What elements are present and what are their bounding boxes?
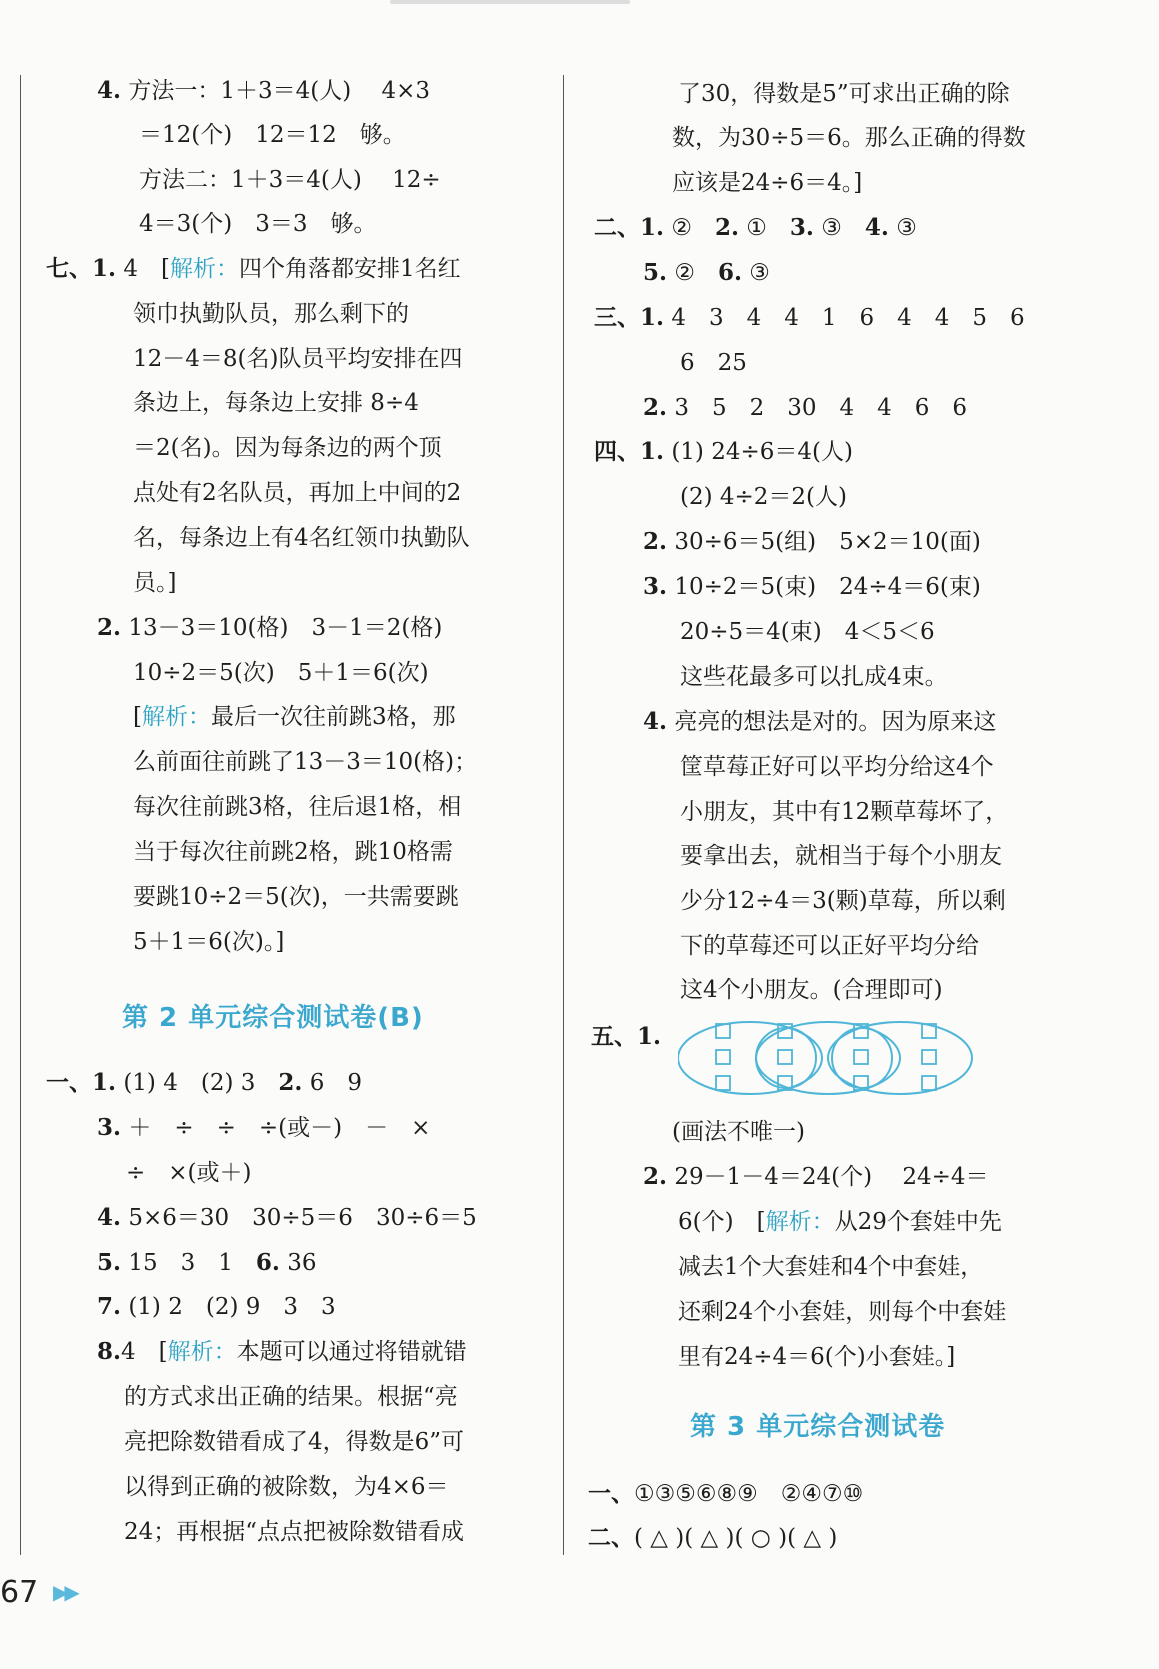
sec2-answers-line1: 二、1. ② 2. ① 3. ③ 4. ③ (594, 214, 917, 241)
sec7-q2-line1: 2. 13－3＝10(格) 3－1＝2(格) (97, 614, 443, 641)
sec7-q2-line4: 么前面往前跳了13－3＝10(格)； (133, 749, 478, 775)
q4-line1: 4. 方法一：1＋3＝4(人) 4×3 (97, 77, 431, 104)
group-oval-inner-1 (756, 1028, 816, 1088)
sec5-q2-line5: 里有24÷4＝6(个)小套娃。] (678, 1344, 956, 1370)
sec4-q4-line4: 要拿出去，就相当于每个小朋友 (680, 843, 1002, 869)
sec5-q2-line4: 还剩24个小套娃，则每个中套娃 (678, 1299, 1007, 1325)
sec4-q4-line7: 这4个小朋友。(合理即可) (680, 977, 943, 1003)
sec4-q1-line2: (2) 4÷2＝2(人) (680, 484, 848, 510)
sec7-q2-line6: 当于每次往前跳2格，跳10格需 (133, 839, 453, 865)
unit2b-q3-line2: ÷ ×(或＋) (126, 1160, 252, 1186)
page-arrow-icon: ▶▶ (53, 1580, 76, 1604)
sec4-q4-line5: 少分12÷4＝3(颗)草莓，所以剩 (680, 888, 1006, 914)
sec7-q2-line3: [解析：最后一次往前跳3格，那 (133, 704, 456, 730)
sec3-q1-line1: 三、1. 4 3 4 4 1 6 4 4 5 6 (594, 304, 1025, 331)
unit2b-q8-line4: 以得到正确的被除数，为4×6＝ (124, 1474, 449, 1500)
sec5-q2-line1: 2. 29－1－4＝24(个) 24÷4＝ (643, 1163, 989, 1190)
sec4-q2: 2. 30÷6＝5(组) 5×2＝10(面) (643, 528, 981, 555)
unit2b-q8-line1: 8.4 [解析：本题可以通过将错就错 (97, 1338, 467, 1365)
sec4-q4-line1: 4. 亮亮的想法是对的。因为原来这 (643, 708, 997, 735)
analysis-label: 解析： (169, 256, 239, 282)
column-rule-center (563, 75, 564, 1555)
sec4-q3-line3: 这些花最多可以扎成4束。 (680, 664, 948, 690)
analysis-label: 解析： (765, 1209, 835, 1235)
unit2b-q1: 一、1. (1) 4 (2) 3 2. 6 9 (46, 1069, 362, 1096)
section-heading-unit2b: 第 2 单元综合测试卷(B) (122, 1003, 424, 1033)
sec7-q2-line5: 每次往前跳3格，往后退1格，相 (133, 794, 462, 820)
sec7-q1-line4: 条边上，每条边上安排 8÷4 (133, 390, 419, 416)
sec7-q1-line3: 12－4＝8(名)队员平均安排在四 (133, 346, 463, 372)
unit2b-q8-line5: 24；再根据“点点把被除数错看成 (124, 1519, 465, 1545)
sec3-q2: 2. 3 5 2 30 4 4 6 6 (643, 394, 968, 421)
section-heading-unit3: 第 3 单元综合测试卷 (690, 1412, 946, 1442)
sec5-q1-note: (画法不唯一) (672, 1119, 805, 1145)
sec2-answers-line2: 5. ② 6. ③ (643, 259, 770, 286)
sec7-q1-line7: 名，每条边上有4名红领巾执勤队 (133, 525, 470, 551)
sec7-q1-line1: 七、1. 4 [解析：四个角落都安排1名红 (46, 255, 461, 282)
right-line01: 了30，得数是5”可求出正确的除 (678, 81, 1010, 107)
unit2b-q5: 5. 15 3 1 6. 36 (97, 1249, 317, 1276)
sec7-q2-line8: 5＋1＝6(次)。] (133, 929, 285, 955)
grouping-diagram (678, 1018, 973, 1098)
unit2b-q3-line1: 3. ＋ ÷ ÷ ÷(或－) － × (97, 1114, 431, 1141)
scan-edge (390, 0, 630, 4)
unit2b-q4: 4. 5×6＝30 30÷5＝6 30÷6＝5 (97, 1204, 477, 1231)
sec4-q4-line2: 筐草莓正好可以平均分给这4个 (680, 754, 994, 780)
sec4-q3-line1: 3. 10÷2＝5(束) 24÷4＝6(束) (643, 573, 981, 600)
sec5-q2-line3: 减去1个大套娃和4个中套娃， (678, 1254, 984, 1280)
sec7-q2-line2: 10÷2＝5(次) 5＋1＝6(次) (133, 660, 429, 686)
page-number: 67 (0, 1575, 39, 1610)
sec4-q1-line1: 四、1. (1) 24÷6＝4(人) (594, 438, 853, 465)
analysis-label: 解析： (167, 1339, 237, 1365)
sec5-q2-line2: 6(个) [解析：从29个套娃中先 (678, 1209, 1002, 1235)
group-oval-inner-2 (832, 1028, 892, 1088)
sec7-q2-line7: 要跳10÷2＝5(次)，一共需要跳 (133, 884, 459, 910)
sec4-q4-line3: 小朋友，其中有12颗草莓坏了， (680, 799, 1009, 825)
sec7-q1-line8: 员。] (133, 570, 177, 596)
sec7-q1-line5: ＝2(名)。因为每条边的两个顶 (133, 435, 442, 461)
unit2b-q7: 7. (1) 2 (2) 9 3 3 (97, 1293, 336, 1320)
analysis-label: 解析： (141, 704, 211, 730)
q4-line4: 4＝3(个) 3＝3 够。 (139, 211, 377, 237)
sec7-q1-line2: 领巾执勤队员，那么剩下的 (133, 301, 409, 327)
q4-line2: ＝12(个) 12＝12 够。 (139, 122, 406, 148)
unit3-sec1: 一、①③⑤⑥⑧⑨ ②④⑦⑩ (588, 1480, 864, 1507)
sec5-q1-label: 五、1. (591, 1023, 662, 1050)
unit3-sec2: 二、( △ )( △ )( ○ )( △ ) (588, 1524, 838, 1551)
unit2b-q8-line2: 的方式求出正确的结果。根据“亮 (124, 1384, 458, 1410)
q4-line3: 方法二：1＋3＝4(人) 12÷ (139, 167, 441, 193)
right-line02: 数，为30÷5＝6。那么正确的得数 (672, 125, 1026, 151)
sec7-q1-line6: 点处有2名队员，再加上中间的2 (133, 480, 462, 506)
sec3-q1-line2: 6 25 (680, 350, 747, 376)
sec4-q3-line2: 20÷5＝4(束) 4＜5＜6 (680, 619, 935, 645)
sec4-q4-line6: 下的草莓还可以正好平均分给 (680, 933, 979, 959)
right-line03: 应该是24÷6＝4。] (672, 170, 863, 196)
column-rule-left (20, 75, 21, 1555)
unit2b-q8-line3: 亮把除数错看成了4，得数是6”可 (124, 1429, 465, 1455)
